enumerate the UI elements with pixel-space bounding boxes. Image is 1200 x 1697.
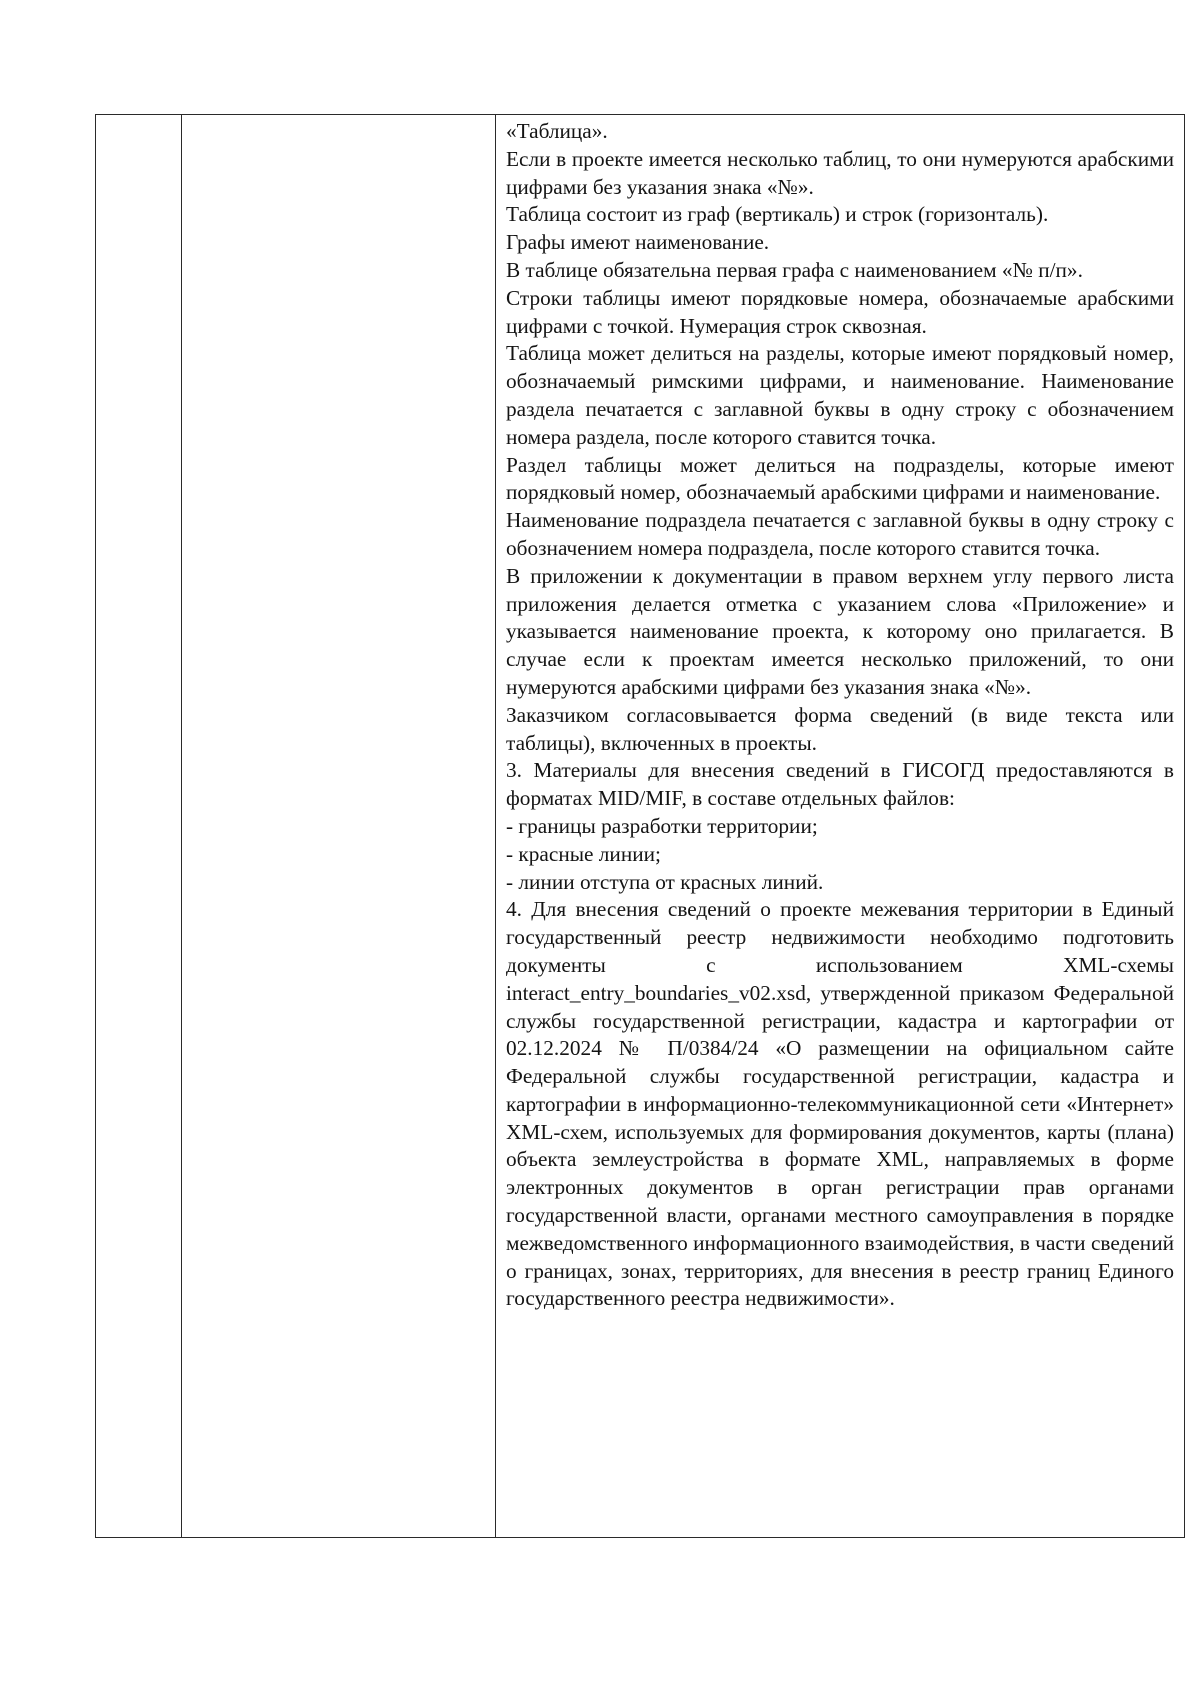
paragraph-table-subsections: Раздел таблицы может делиться на подразделы, которые имеют порядковый номер, обозначаемый арабскими цифрами и наименование. <box>506 452 1174 505</box>
paragraph-item-4: 4. Для внесения сведений о проекте межевания территории в Единый государственный реестр недвижимости необходимо подготовить документы с использованием XML-схемы interact_entry_boundaries_v02.xsd, утвержденной приказом Федеральной службы государственной регистрации, кадастра и картографии от 02.12.2024 № П/0384/24 «О размещении на официальном сайте Федеральной службы государственной регистрации, кадастра и картографии в информационно-телекоммуникационной сети «Интернет» XML-схем, используемых для формирования документов, карты (плана) объекта землеустройства в формате XML, направляемых в форме электронных документов в орган регистрации прав органами государственной власти, органами местного самоуправления в порядке межведомственного информационного взаимодействия, в части сведений о границах, зонах, территориях, для внесения в реестр границ Единого государственного реестра недвижимости». <box>506 897 1174 1311</box>
number-cell <box>96 115 182 1538</box>
paragraph-table-label: «Таблица». <box>506 119 608 143</box>
list-item-territory-boundaries: - границы разработки территории; <box>506 813 818 838</box>
content-cell <box>496 115 1185 1538</box>
table-row <box>96 115 1185 1538</box>
paragraph-appendix: В приложении к документации в правом верхнем углу первого листа приложения делается отметка с указанием слова «Приложение» и указывается наименование проекта, к которому оно прилагается. В случае если к проектам имеется несколько приложений, то они нумеруются арабскими цифрами без указания знака «№». <box>506 563 1174 699</box>
list-item-red-lines: - красные линии; <box>506 841 661 866</box>
paragraph-row-numbering: Строки таблицы имеют порядковые номера, обозначаемые арабскими цифрами с точкой. Нумерация строк сквозная. <box>506 285 1174 338</box>
paragraph-item-3: 3. Материалы для внесения сведений в ГИСОГД предоставляются в форматах MID/MIF, в составе отдельных файлов: <box>506 758 1174 811</box>
paragraph-subsection-name: Наименование подраздела печатается с заглавной буквы в одну строку с обозначением номера подраздела, после которого ставится точка. <box>506 508 1174 560</box>
paragraph-customer-approval: Заказчиком согласовывается форма сведений (в виде текста или таблицы), включенных в проекты. <box>506 702 1174 755</box>
paragraph-first-column: В таблице обязательна первая графа с наименованием «№ п/п». <box>506 257 1083 282</box>
document-table <box>95 114 1185 1538</box>
paragraph-columns-named: Графы имеют наименование. <box>506 230 770 255</box>
paragraph-table-structure: Таблица состоит из граф (вертикаль) и строк (горизонталь). <box>506 202 1049 227</box>
name-cell <box>182 115 496 1538</box>
paragraph-table-numbering: Если в проекте имеется несколько таблиц, то они нумеруются арабскими цифрами без указания знака «№». <box>506 146 1174 199</box>
list-item-setback-lines: - линии отступа от красных линий. <box>506 869 824 894</box>
paragraph-table-sections: Таблица может делиться на разделы, которые имеют порядковый номер, обозначаемый римскими цифрами, и наименование. Наименование раздела печатается с заглавной буквы в одну строку с обозначением номера раздела, после которого ставится точка. <box>506 341 1174 449</box>
